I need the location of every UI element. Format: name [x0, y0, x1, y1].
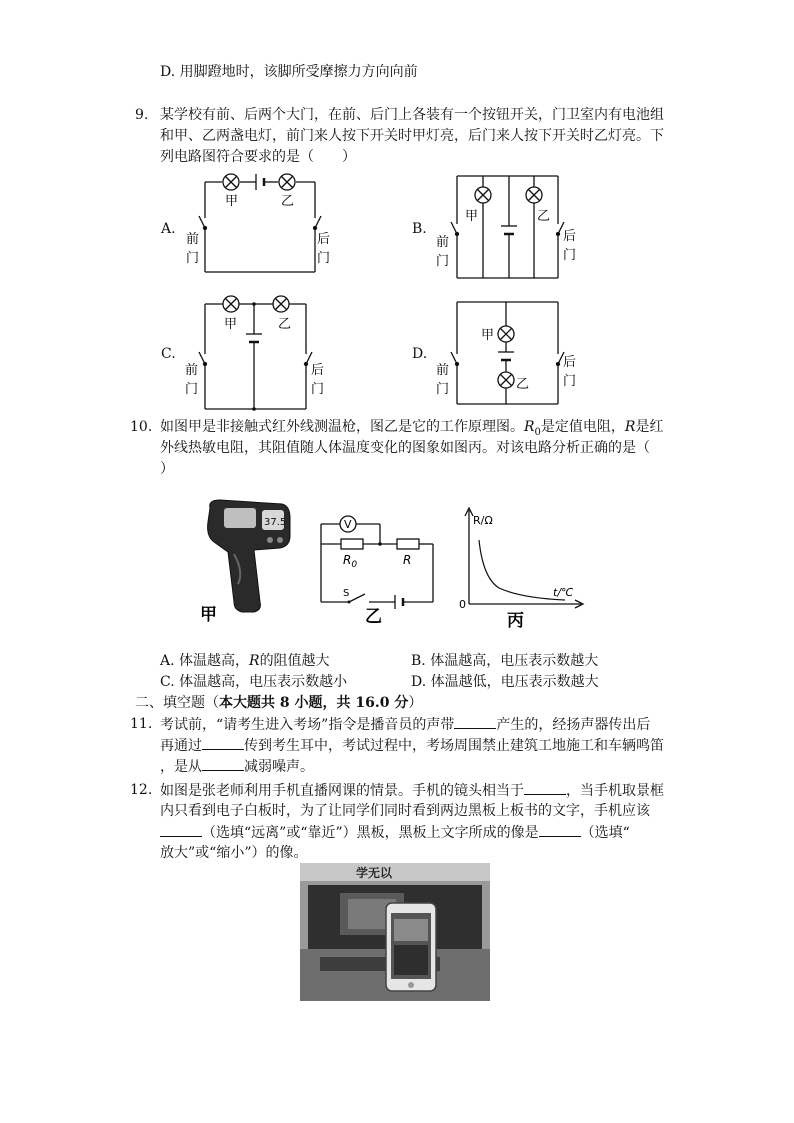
label-jia: 甲 [465, 209, 479, 224]
switch-back-icon [314, 216, 322, 230]
photo-banner-text: 学无以 [356, 866, 393, 880]
q12-number: 12. [130, 782, 153, 798]
switch-front-icon [199, 216, 207, 230]
label-yi: 乙 [281, 194, 295, 209]
x-axis-label: t/℃ [553, 586, 574, 599]
label-men: 门 [317, 251, 331, 266]
label-jia: 甲 [200, 605, 217, 625]
q9-option-d-label: D. [412, 346, 428, 362]
battery-icon [501, 226, 517, 234]
q10-text-line3: ） [160, 461, 174, 477]
lamp-yi-icon [526, 187, 542, 203]
q9-option-c-label: C. [161, 346, 176, 362]
circuit-b [432, 168, 592, 283]
q8-option-d: D. 用脚蹬地时，该脚所受摩擦力方向向前 [160, 64, 418, 80]
label-r0: $R_0$ [343, 553, 358, 570]
label-men: 门 [311, 382, 325, 397]
battery-icon [256, 174, 264, 190]
q9-option-b-label: B. [412, 221, 427, 237]
label-qian: 前 [436, 363, 450, 378]
circuit-c [180, 294, 340, 412]
label-r: R [403, 553, 412, 567]
q9-text-line2: 和甲、乙两盏电灯，前门来人按下开关时甲灯亮，后门来人按下开关时乙灯亮。下 [160, 128, 664, 144]
label-qian: 前 [185, 363, 199, 378]
figure-yi-circuit [313, 500, 443, 628]
q11-blank-2[interactable] [202, 735, 244, 750]
q11-number: 11. [130, 716, 153, 732]
q11-blank-1[interactable] [454, 714, 496, 729]
q10-option-b: B. 体温越高，电压表示数越大 [411, 653, 599, 669]
voltmeter-icon [340, 516, 356, 532]
q9-option-a-label: A. [161, 221, 176, 237]
label-men: 门 [563, 374, 577, 389]
label-jia: 甲 [224, 317, 238, 332]
q10-option-a: A. 体温越高，R的阻值越大 [160, 653, 330, 669]
q9-text-line1: 某学校有前、后两个大门，在前、后门上各装有一个按钮开关，门卫室内有电池组 [160, 107, 664, 123]
q11-blank-3[interactable] [202, 756, 244, 771]
label-bing: 丙 [507, 611, 524, 628]
q12-classroom-photo [300, 863, 490, 1001]
lamp-jia-icon [475, 187, 491, 203]
q12-text-line1: 如图是张老师利用手机直播网课的情景。手机的镜头相当于 ，当手机取景框 [160, 780, 664, 801]
switch-front-icon [451, 352, 459, 366]
label-qian: 前 [186, 232, 200, 247]
label-jia: 甲 [225, 194, 239, 209]
label-men: 门 [436, 254, 450, 269]
phone-icon [386, 903, 436, 991]
q11-text-line3: ，是从 减弱噪声。 [160, 756, 314, 777]
label-jia: 甲 [481, 328, 495, 343]
q12-text-line4: 放大”或“缩小”）的像。 [160, 845, 308, 861]
q9-number: 9. [135, 107, 149, 123]
battery-icon [498, 352, 514, 360]
origin-label: 0 [459, 598, 466, 611]
label-men: 门 [436, 382, 450, 397]
label-qian: 前 [436, 235, 450, 250]
label-men: 门 [185, 382, 199, 397]
label-s: S [343, 588, 350, 599]
label-yi: 乙 [365, 607, 382, 627]
switch-front-icon [199, 352, 207, 366]
q10-option-c: C. 体温越高，电压表示数越小 [160, 674, 348, 690]
q11-text-line1: 考试前，“请考生进入考场”指令是播音员的声带 产生的，经扬声器传出后 [160, 714, 650, 735]
svg-text:37.5: 37.5 [264, 517, 287, 528]
q10-text-line1: 如图甲是非接触式红外线测温枪，图乙是它的工作原理图。$R_0$是定值电阻，R是红 [160, 419, 664, 438]
battery-icon [246, 334, 262, 342]
q11-text-line2: 再通过 传到考生耳中，考试过程中，考场周围禁止建筑工地施工和车辆鸣笛 [160, 735, 664, 756]
label-yi: 乙 [516, 377, 530, 392]
label-hou: 后 [311, 363, 325, 378]
section-2-heading: 二、填空题（本大题共 8 小题，共 16.0 分） [135, 695, 423, 711]
label-men: 门 [563, 248, 577, 263]
label-hou: 后 [563, 355, 577, 370]
circuit-a [180, 168, 340, 280]
lamp-yi-icon [498, 372, 514, 388]
q10-text-line2: 外线热敏电阻，其阻值随人体温度变化的图象如图丙。对该电路分析正确的是（ [160, 440, 650, 456]
q12-text-line2: 内只看到电子白板时，为了让同学们同时看到两边黑板上板书的文字，手机应该 [160, 803, 650, 819]
lamp-jia-icon [223, 296, 239, 312]
svg-text:V: V [344, 518, 352, 531]
circuit-d [432, 294, 592, 412]
label-yi: 乙 [537, 209, 551, 224]
q9-text-line3: 列电路图符合要求的是（ ） [160, 149, 356, 165]
lamp-yi-icon [279, 174, 295, 190]
lamp-yi-icon [273, 296, 289, 312]
q10-option-d: D. 体温越低，电压表示数越大 [411, 674, 599, 690]
lamp-jia-icon [223, 174, 239, 190]
q12-text-line3: （选填“远离”或“靠近”）黑板，黑板上文字所成的像是 （选填“ [160, 822, 630, 843]
label-yi: 乙 [278, 317, 292, 332]
label-hou: 后 [563, 229, 577, 244]
q12-blank-1[interactable] [524, 780, 566, 795]
label-men: 门 [186, 251, 200, 266]
figure-jia-thermometer-gun [198, 492, 310, 626]
q10-number: 10. [130, 419, 153, 435]
q12-blank-2[interactable] [160, 822, 202, 837]
label-hou: 后 [317, 232, 331, 247]
battery-icon [395, 595, 403, 609]
figure-bing-graph [455, 500, 590, 628]
switch-front-icon [451, 222, 459, 236]
q12-blank-3[interactable] [539, 822, 581, 837]
lamp-jia-icon [498, 326, 514, 342]
y-axis-label: R/Ω [473, 514, 493, 527]
